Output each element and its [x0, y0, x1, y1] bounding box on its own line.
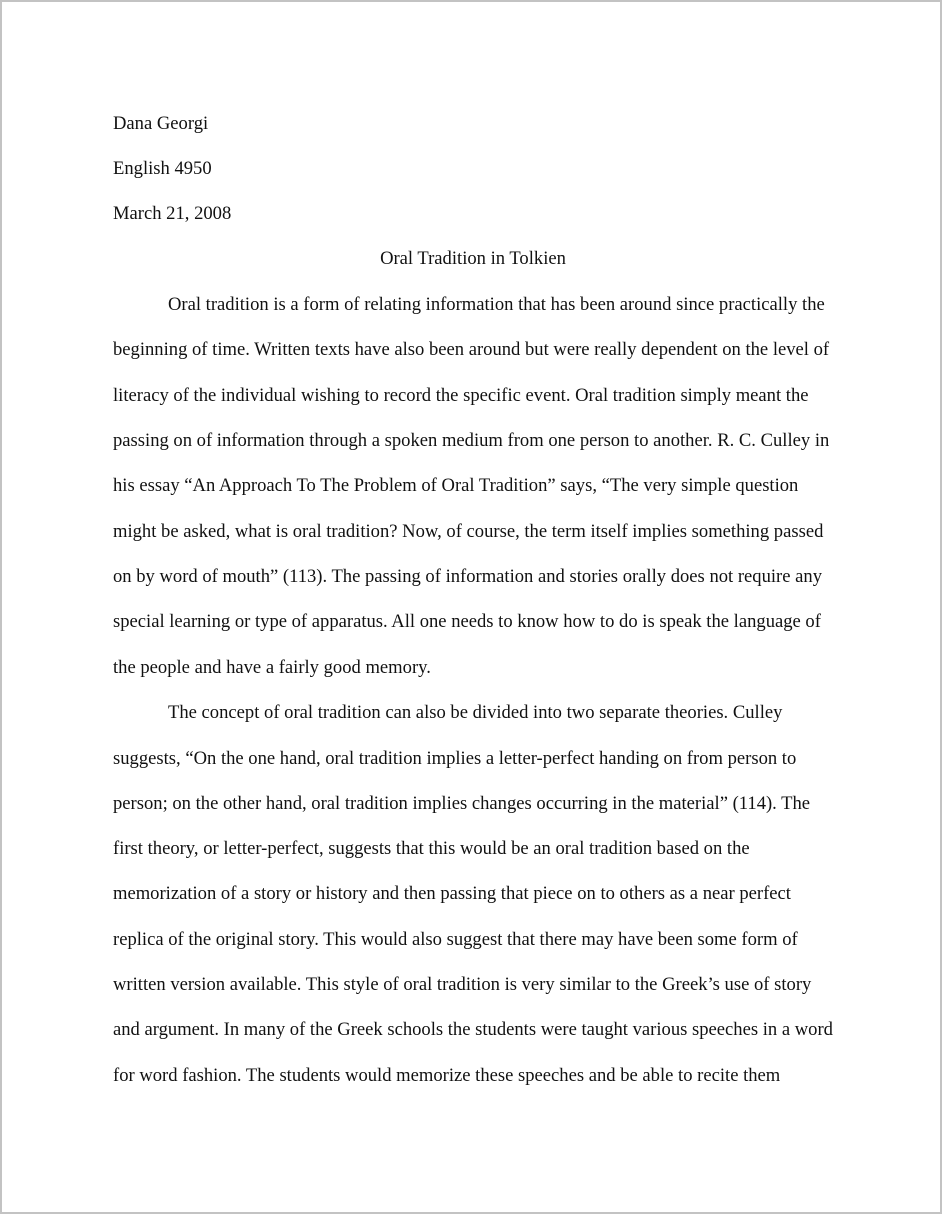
text-line: person; on the other hand, oral tradition implies changes occurring in the material” (114). The	[113, 793, 811, 814]
text-line: the people and have a fairly good memory.	[113, 657, 431, 678]
text-line: Oral tradition is a form of relating information that has been around since practically the	[168, 294, 825, 315]
text-line: memorization of a story or history and then passing that piece on to others as a near perfect	[113, 883, 791, 904]
essay-title: Oral Tradition in Tolkien	[380, 248, 566, 269]
essay-date: March 21, 2008	[113, 203, 232, 224]
text-line: and argument. In many of the Greek schools the students were taught various speeches in a word	[113, 1019, 833, 1040]
text-line: The concept of oral tradition can also be divided into two separate theories. Culley	[168, 702, 783, 723]
text-line: literacy of the individual wishing to record the specific event. Oral tradition simply meant the	[113, 385, 809, 406]
text-line: special learning or type of apparatus. All one needs to know how to do is speak the language of	[113, 611, 821, 632]
text-line: written version available. This style of oral tradition is very similar to the Greek’s use of story	[113, 974, 812, 995]
text-line: suggests, “On the one hand, oral tradition implies a letter-perfect handing on from person to	[113, 748, 797, 769]
text-line: on by word of mouth” (113). The passing of information and stories orally does not require any	[113, 566, 822, 587]
text-line: beginning of time. Written texts have also been around but were really dependent on the level of	[113, 339, 830, 360]
course-name: English 4950	[113, 158, 212, 179]
text-line: his essay “An Approach To The Problem of Oral Tradition” says, “The very simple question	[113, 475, 799, 496]
text-line: might be asked, what is oral tradition? Now, of course, the term itself implies something passed	[113, 521, 824, 542]
text-line: passing on of information through a spoken medium from one person to another. R. C. Culley in	[113, 430, 830, 451]
text-line: for word fashion. The students would memorize these speeches and be able to recite them	[113, 1065, 781, 1086]
text-line: first theory, or letter-perfect, suggests that this would be an oral tradition based on the	[113, 838, 750, 859]
author-name: Dana Georgi	[113, 113, 209, 134]
text-line: replica of the original story. This would also suggest that there may have been some form of	[113, 929, 798, 950]
